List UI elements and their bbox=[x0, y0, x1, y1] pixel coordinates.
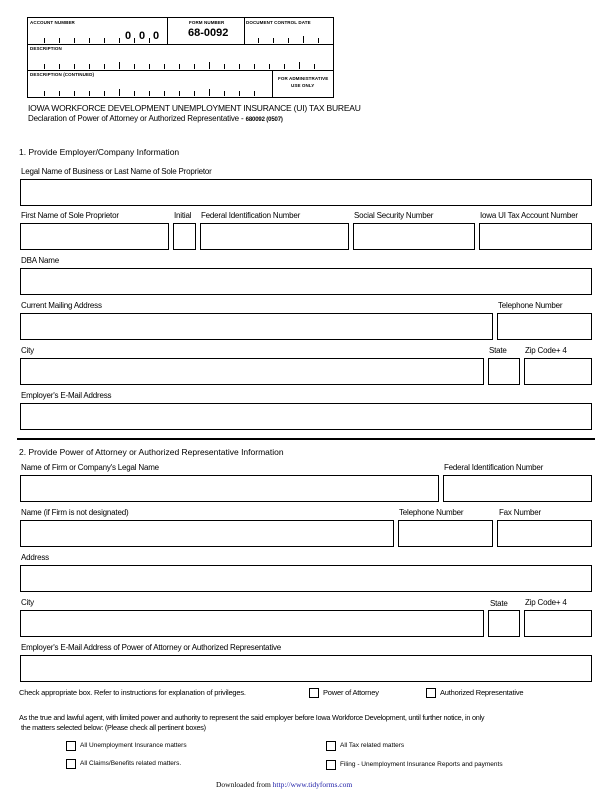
tick bbox=[44, 91, 45, 96]
divider bbox=[28, 70, 333, 71]
rep-state-label: State bbox=[490, 599, 508, 608]
rep-city-field[interactable] bbox=[20, 610, 484, 637]
city-label: City bbox=[21, 346, 34, 355]
all-claims-matters-label: All Claims/Benefits related matters. bbox=[80, 760, 182, 767]
filing-reports-label: Filing - Unemployment Insurance Reports and payments bbox=[340, 761, 503, 768]
footer-prefix: Downloaded from bbox=[216, 780, 273, 789]
zip-label: Zip Code+ 4 bbox=[525, 346, 567, 355]
all-claims-matters-checkbox[interactable] bbox=[66, 759, 76, 769]
admin-use-label: FOR ADMINISTRATIVE bbox=[278, 76, 329, 81]
ssn-field[interactable] bbox=[353, 223, 475, 250]
tick bbox=[273, 38, 274, 43]
rep-email-field[interactable] bbox=[20, 655, 592, 682]
all-tax-matters-checkbox[interactable] bbox=[326, 741, 336, 751]
section-1-heading: 1. Provide Employer/Company Information bbox=[19, 147, 180, 157]
initial-label: Initial bbox=[174, 211, 192, 220]
tick bbox=[209, 62, 210, 69]
account-number-label: ACCOUNT NUMBER bbox=[30, 20, 75, 25]
document-control-date-label: DOCUMENT CONTROL DATE bbox=[246, 20, 311, 25]
tick bbox=[134, 64, 135, 69]
tick bbox=[258, 38, 259, 43]
tick bbox=[134, 38, 135, 43]
rep-name-label: Name (if Firm is not designated) bbox=[21, 508, 129, 517]
tick bbox=[59, 64, 60, 69]
all-ui-matters-checkbox[interactable] bbox=[66, 741, 76, 751]
footer-link[interactable]: http://www.tidyforms.com bbox=[272, 780, 353, 789]
federal-id-label: Federal Identification Number bbox=[201, 211, 301, 220]
authorized-representative-checkbox[interactable] bbox=[426, 688, 436, 698]
all-ui-matters-label: All Unemployment Insurance matters bbox=[80, 742, 187, 749]
footer bbox=[216, 780, 352, 789]
description-label: DESCRIPTION bbox=[30, 46, 62, 51]
tick bbox=[239, 91, 240, 96]
tick bbox=[194, 91, 195, 96]
agent-statement-line1: As the true and lawful agent, with limited power and authority to represent the said employer before Iowa Workforce Development, until further notice, in only bbox=[19, 713, 485, 722]
tick bbox=[149, 64, 150, 69]
account-digit: 0 bbox=[139, 30, 146, 42]
divider bbox=[272, 70, 273, 98]
rep-fax-label: Fax Number bbox=[499, 508, 542, 517]
tick bbox=[119, 62, 120, 69]
tick bbox=[224, 91, 225, 96]
admin-use-label-2: USE ONLY bbox=[291, 83, 315, 88]
tick bbox=[149, 38, 150, 43]
filing-reports-checkbox[interactable] bbox=[326, 760, 336, 770]
tick bbox=[44, 64, 45, 69]
tick bbox=[314, 64, 315, 69]
rep-telephone-label: Telephone Number bbox=[399, 508, 464, 517]
rep-federal-id-label: Federal Identification Number bbox=[444, 463, 544, 472]
initial-field[interactable] bbox=[173, 223, 196, 250]
tick bbox=[318, 38, 319, 43]
rep-city-label: City bbox=[21, 598, 34, 607]
power-of-attorney-checkbox[interactable] bbox=[309, 688, 319, 698]
form-number: 68-0092 bbox=[188, 27, 229, 39]
dba-field[interactable] bbox=[20, 268, 592, 295]
tick bbox=[194, 64, 195, 69]
all-tax-matters-label: All Tax related matters bbox=[340, 742, 405, 749]
mailing-address-label: Current Mailing Address bbox=[21, 301, 102, 310]
tick bbox=[179, 91, 180, 96]
email-field[interactable] bbox=[20, 403, 592, 430]
divider bbox=[244, 18, 245, 44]
divider bbox=[167, 18, 168, 44]
tick bbox=[104, 38, 105, 43]
firm-name-field[interactable] bbox=[20, 475, 439, 502]
rep-fax-field[interactable] bbox=[497, 520, 592, 547]
tick bbox=[164, 64, 165, 69]
form-title bbox=[28, 114, 283, 123]
rep-email-label: Employer's E-Mail Address of Power of Attorney or Authorized Representative bbox=[21, 643, 281, 652]
tick bbox=[269, 64, 270, 69]
admin-header-box bbox=[27, 17, 334, 98]
tick bbox=[89, 64, 90, 69]
tick bbox=[239, 64, 240, 69]
rep-zip-field[interactable] bbox=[524, 610, 592, 637]
section-2-heading: 2. Provide Power of Attorney or Authorized Representative Information bbox=[19, 447, 284, 457]
tick bbox=[119, 38, 120, 43]
form-code: 680092 (0507) bbox=[245, 117, 283, 123]
tick bbox=[104, 64, 105, 69]
form-number-label: FORM NUMBER bbox=[189, 20, 225, 25]
state-label: State bbox=[489, 346, 507, 355]
tick bbox=[89, 91, 90, 96]
rep-federal-id-field[interactable] bbox=[443, 475, 592, 502]
tick bbox=[299, 62, 300, 69]
section-divider bbox=[17, 438, 595, 440]
agency-title: IOWA WORKFORCE DEVELOPMENT UNEMPLOYMENT INSURANCE (UI) TAX BUREAU bbox=[28, 103, 361, 113]
rep-address-field[interactable] bbox=[20, 565, 592, 592]
description-continued-label: DESCRIPTION (CONTINUED) bbox=[30, 72, 95, 77]
federal-id-field[interactable] bbox=[200, 223, 349, 250]
authorized-representative-label: Authorized Representative bbox=[440, 688, 524, 697]
first-name-label: First Name of Sole Proprietor bbox=[21, 211, 119, 220]
power-of-attorney-label: Power of Attorney bbox=[323, 688, 379, 697]
account-digit: 0 bbox=[153, 30, 160, 42]
state-field[interactable] bbox=[488, 358, 520, 385]
tick bbox=[284, 64, 285, 69]
tick bbox=[209, 89, 210, 96]
tick bbox=[74, 91, 75, 96]
tick bbox=[44, 38, 45, 43]
tick bbox=[89, 38, 90, 43]
check-instruction: Check appropriate box. Refer to instructions for explanation of privileges. bbox=[19, 688, 246, 697]
rep-telephone-field[interactable] bbox=[398, 520, 493, 547]
tick bbox=[119, 89, 120, 96]
tick bbox=[149, 91, 150, 96]
ssn-label: Social Security Number bbox=[354, 211, 434, 220]
telephone-field[interactable] bbox=[497, 313, 592, 340]
legal-name-label: Legal Name of Business or Last Name of Sole Proprietor bbox=[21, 167, 212, 176]
tick bbox=[224, 64, 225, 69]
tick bbox=[104, 91, 105, 96]
ui-account-field[interactable] bbox=[479, 223, 592, 250]
rep-address-label: Address bbox=[21, 553, 49, 562]
tick bbox=[254, 91, 255, 96]
tick bbox=[288, 38, 289, 43]
first-name-field[interactable] bbox=[20, 223, 169, 250]
dba-label: DBA Name bbox=[21, 256, 59, 265]
tick bbox=[59, 91, 60, 96]
tick bbox=[74, 38, 75, 43]
tick bbox=[134, 91, 135, 96]
tick bbox=[59, 38, 60, 43]
agent-statement-line2: the matters selected below: (Please check all pertinent boxes) bbox=[21, 723, 206, 732]
telephone-label: Telephone Number bbox=[498, 301, 563, 310]
tick bbox=[254, 64, 255, 69]
rep-name-field[interactable] bbox=[20, 520, 394, 547]
divider bbox=[28, 44, 333, 45]
account-digit: 0 bbox=[125, 30, 132, 42]
tick bbox=[179, 64, 180, 69]
rep-state-field[interactable] bbox=[488, 610, 520, 637]
legal-name-field[interactable] bbox=[20, 179, 592, 206]
form-title-text: Declaration of Power of Attorney or Authorized Representative - bbox=[28, 114, 246, 123]
mailing-address-field[interactable] bbox=[20, 313, 493, 340]
tick bbox=[74, 64, 75, 69]
tick bbox=[164, 91, 165, 96]
tick bbox=[303, 36, 304, 43]
firm-name-label: Name of Firm or Company's Legal Name bbox=[21, 463, 159, 472]
ui-account-label: Iowa UI Tax Account Number bbox=[480, 211, 578, 220]
rep-zip-label: Zip Code+ 4 bbox=[525, 598, 567, 607]
zip-field[interactable] bbox=[524, 358, 592, 385]
city-field[interactable] bbox=[20, 358, 484, 385]
email-label: Employer's E-Mail Address bbox=[21, 391, 112, 400]
